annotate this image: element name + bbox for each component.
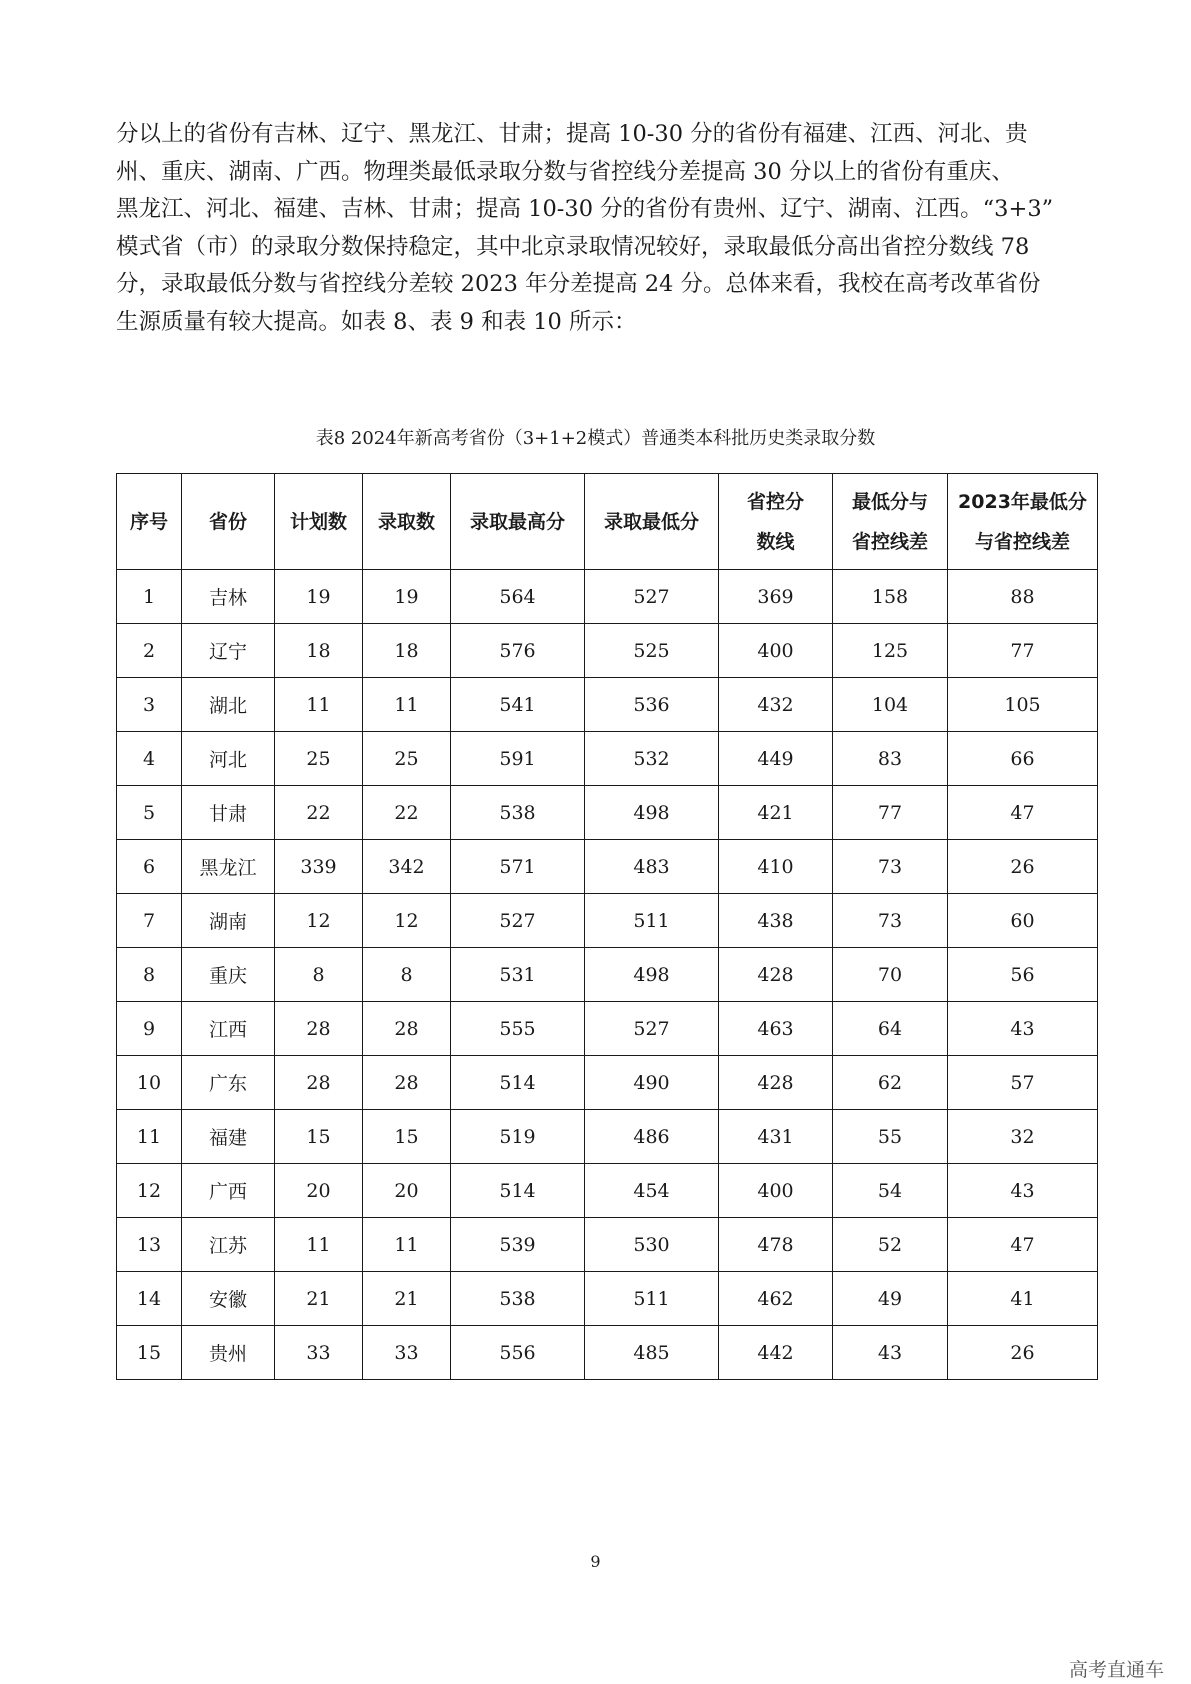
table-cell: 14 [117,1272,182,1326]
table-cell: 20 [275,1164,363,1218]
table-cell: 511 [585,1272,719,1326]
header-control-line: 省控分 数线 [719,474,833,570]
table-cell: 339 [275,840,363,894]
table-row [117,732,1098,786]
table-cell: 18 [363,624,451,678]
table-row [117,1056,1098,1110]
table-row [117,894,1098,948]
watermark: 高考直通车 [1068,1659,1164,1681]
table-row [117,1164,1098,1218]
table-cell: 125 [833,624,948,678]
table-cell: 485 [585,1326,719,1380]
header-province: 省份 [182,474,275,570]
table-cell: 20 [363,1164,451,1218]
table-cell: 5 [117,786,182,840]
table-cell: 536 [585,678,719,732]
table-cell: 54 [833,1164,948,1218]
table-cell: 12 [117,1164,182,1218]
table-row [117,1002,1098,1056]
table-cell: 525 [585,624,719,678]
table-cell: 11 [275,678,363,732]
header-plan-count: 计划数 [275,474,363,570]
table-cell: 556 [451,1326,585,1380]
header-index: 序号 [117,474,182,570]
header-admitted-count: 录取数 [363,474,451,570]
table-cell: 47 [948,786,1098,840]
table-cell: 49 [833,1272,948,1326]
table-cell: 11 [363,678,451,732]
table-cell: 福建 [182,1110,275,1164]
table-cell: 辽宁 [182,624,275,678]
table-cell: 527 [451,894,585,948]
table-cell: 8 [275,948,363,1002]
table-cell: 28 [275,1002,363,1056]
paragraph-line: 分以上的省份有吉林、辽宁、黑龙江、甘肃；提高 10-30 分的省份有福建、江西、河北、贵 [116,121,1028,147]
table-cell: 33 [275,1326,363,1380]
table-cell: 贵州 [182,1326,275,1380]
table-cell: 530 [585,1218,719,1272]
table-cell: 12 [363,894,451,948]
paragraph-line: 州、重庆、湖南、广西。物理类最低录取分数与省控线分差提高 30 分以上的省份有重庆、 [116,158,1014,185]
table-cell: 21 [275,1272,363,1326]
table-cell: 342 [363,840,451,894]
table-cell: 41 [948,1272,1098,1326]
table-cell: 1 [117,570,182,624]
table-row [117,786,1098,840]
table-cell: 25 [275,732,363,786]
paragraph-line: 分，录取最低分数与省控线分差较 2023 年分差提高 24 分。总体来看，我校在高考改革省份 [116,271,1041,297]
header-lowest-score: 录取最低分 [585,474,719,570]
table-cell: 19 [363,570,451,624]
table-cell: 28 [275,1056,363,1110]
table-cell: 498 [585,786,719,840]
table-cell: 64 [833,1002,948,1056]
table-cell: 105 [948,678,1098,732]
table-cell: 478 [719,1218,833,1272]
table-cell: 8 [117,948,182,1002]
table-cell: 15 [117,1326,182,1380]
table-cell: 52 [833,1218,948,1272]
table-row [117,1272,1098,1326]
table-cell: 8 [363,948,451,1002]
table-cell: 73 [833,840,948,894]
table-cell: 9 [117,1002,182,1056]
table-cell: 11 [275,1218,363,1272]
table-cell: 88 [948,570,1098,624]
table-row [117,948,1098,1002]
table-cell: 104 [833,678,948,732]
paragraph-line: 生源质量有较大提高。如表 8、表 9 和表 10 所示： [116,308,637,335]
table-cell: 60 [948,894,1098,948]
header-diff: 最低分与 省控线差 [833,474,948,570]
table-cell: 442 [719,1326,833,1380]
table-cell: 广西 [182,1164,275,1218]
table-cell: 7 [117,894,182,948]
table-cell: 湖北 [182,678,275,732]
table-cell: 431 [719,1110,833,1164]
table-cell: 21 [363,1272,451,1326]
table-cell: 438 [719,894,833,948]
body-paragraph [116,116,1076,341]
table-cell: 463 [719,1002,833,1056]
table-cell: 3 [117,678,182,732]
table-cell: 56 [948,948,1098,1002]
table-cell: 湖南 [182,894,275,948]
table-row [117,678,1098,732]
table-cell: 黑龙江 [182,840,275,894]
table-cell: 43 [833,1326,948,1380]
admission-score-table [116,473,1098,1380]
table-row [117,1110,1098,1164]
table-cell: 2 [117,624,182,678]
table-cell: 10 [117,1056,182,1110]
table-cell: 486 [585,1110,719,1164]
table-cell: 539 [451,1218,585,1272]
table-cell: 4 [117,732,182,786]
table-cell: 26 [948,840,1098,894]
table-cell: 483 [585,840,719,894]
table-cell: 66 [948,732,1098,786]
table-cell: 527 [585,570,719,624]
table-cell: 22 [363,786,451,840]
table-cell: 11 [363,1218,451,1272]
table-body [117,570,1098,1380]
table-cell: 158 [833,570,948,624]
table-row [117,624,1098,678]
table-cell: 32 [948,1110,1098,1164]
table-cell: 514 [451,1164,585,1218]
table-cell: 吉林 [182,570,275,624]
header-highest-score: 录取最高分 [451,474,585,570]
table-cell: 538 [451,1272,585,1326]
table-row [117,1326,1098,1380]
page-number: 9 [590,1552,601,1571]
table-row [117,570,1098,624]
table-cell: 55 [833,1110,948,1164]
table-row [117,840,1098,894]
table-cell: 449 [719,732,833,786]
table-cell: 77 [948,624,1098,678]
table-cell: 564 [451,570,585,624]
table-cell: 555 [451,1002,585,1056]
table-cell: 83 [833,732,948,786]
table-cell: 571 [451,840,585,894]
table-cell: 369 [719,570,833,624]
table-cell: 6 [117,840,182,894]
table-cell: 541 [451,678,585,732]
table-cell: 28 [363,1056,451,1110]
table-cell: 18 [275,624,363,678]
table-cell: 22 [275,786,363,840]
table-cell: 77 [833,786,948,840]
table-cell: 514 [451,1056,585,1110]
table-cell: 江西 [182,1002,275,1056]
table-cell: 11 [117,1110,182,1164]
table-cell: 527 [585,1002,719,1056]
table-cell: 538 [451,786,585,840]
header-2023-diff: 2023年最低分 与省控线差 [948,474,1098,570]
table-cell: 519 [451,1110,585,1164]
paragraph-line: 黑龙江、河北、福建、吉林、甘肃；提高 10-30 分的省份有贵州、辽宁、湖南、江西。“3+3” [116,196,1054,222]
table-cell: 江苏 [182,1218,275,1272]
table-cell: 70 [833,948,948,1002]
table-cell: 43 [948,1164,1098,1218]
table-cell: 19 [275,570,363,624]
table-caption: 表8 2024年新高考省份（3+1+2模式）普通类本科批历史类录取分数 [315,428,876,449]
table-cell: 428 [719,1056,833,1110]
table-cell: 河北 [182,732,275,786]
table-cell: 33 [363,1326,451,1380]
table-cell: 410 [719,840,833,894]
table-cell: 12 [275,894,363,948]
table-cell: 重庆 [182,948,275,1002]
table-cell: 47 [948,1218,1098,1272]
table-cell: 591 [451,732,585,786]
table-cell: 531 [451,948,585,1002]
table-cell: 15 [275,1110,363,1164]
table-row [117,1218,1098,1272]
table-cell: 安徽 [182,1272,275,1326]
table-cell: 576 [451,624,585,678]
table-cell: 28 [363,1002,451,1056]
table-cell: 421 [719,786,833,840]
paragraph-line: 模式省（市）的录取分数保持稳定，其中北京录取情况较好，录取最低分高出省控分数线 78 [116,233,1030,260]
table-cell: 15 [363,1110,451,1164]
table-cell: 454 [585,1164,719,1218]
table-cell: 73 [833,894,948,948]
table-cell: 498 [585,948,719,1002]
table-header-row [117,474,1098,570]
table-cell: 432 [719,678,833,732]
table-cell: 511 [585,894,719,948]
table-cell: 甘肃 [182,786,275,840]
table-cell: 13 [117,1218,182,1272]
table-cell: 43 [948,1002,1098,1056]
table-cell: 400 [719,1164,833,1218]
table-cell: 462 [719,1272,833,1326]
table-cell: 62 [833,1056,948,1110]
table-cell: 57 [948,1056,1098,1110]
table-cell: 490 [585,1056,719,1110]
table-cell: 25 [363,732,451,786]
table-cell: 广东 [182,1056,275,1110]
table-cell: 400 [719,624,833,678]
table-cell: 26 [948,1326,1098,1380]
table-cell: 532 [585,732,719,786]
table-cell: 428 [719,948,833,1002]
